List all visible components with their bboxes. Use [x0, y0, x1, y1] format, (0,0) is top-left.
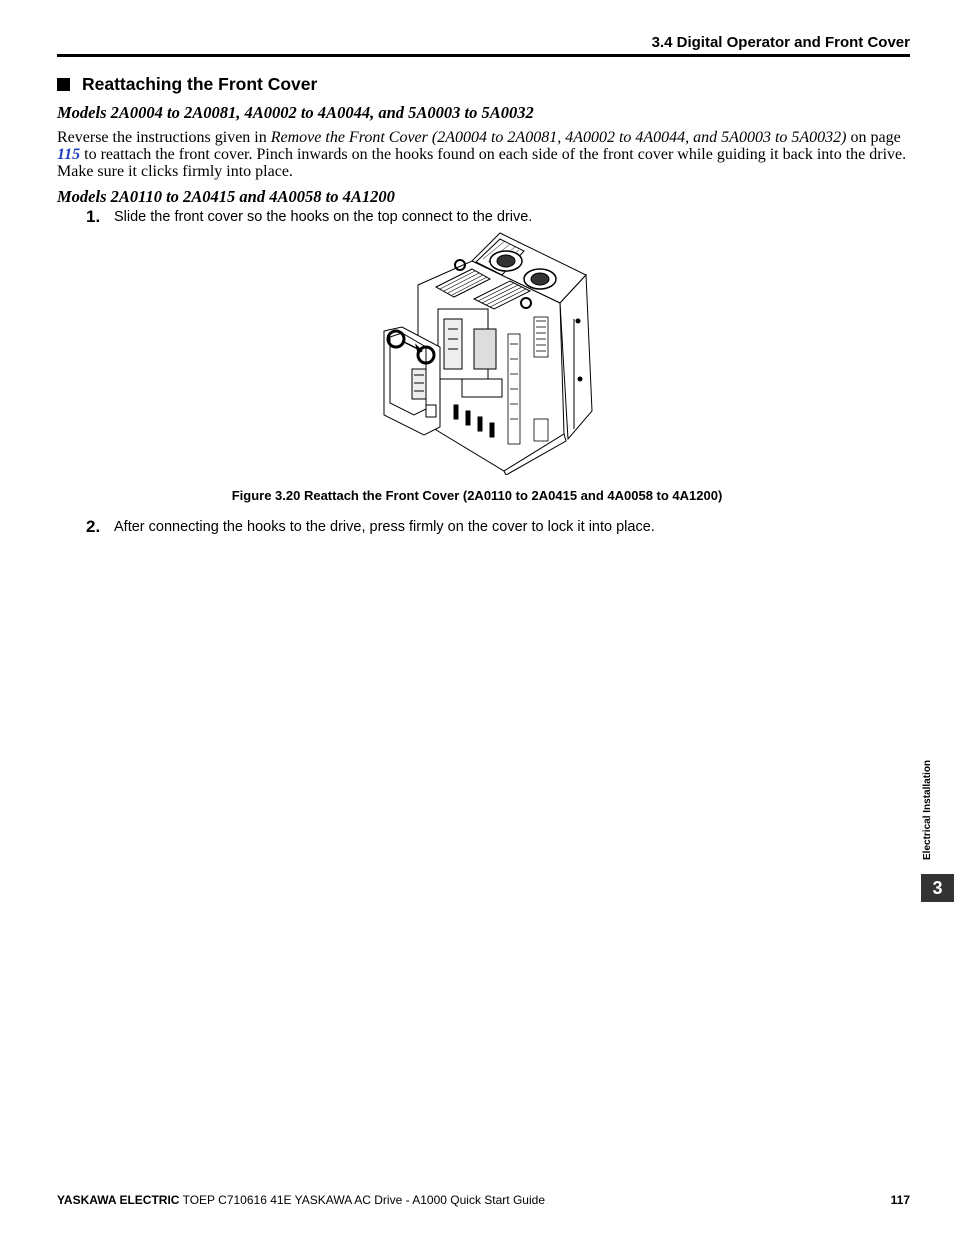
instruction-paragraph: [57, 129, 913, 180]
step-number-2: 2.: [86, 517, 101, 536]
step-text-2: After connecting the hooks to the drive, press firmly on the cover to lock it into place.: [114, 519, 655, 535]
subheading-models-1: Models 2A0004 to 2A0081, 4A0002 to 4A0044, and 5A0003 to 5A0032: [57, 103, 534, 122]
step-text-1: Slide the front cover so the hooks on the top connect to the drive.: [114, 209, 533, 225]
section-heading-text: Reattaching the Front Cover: [82, 74, 318, 94]
para-text-2: on page: [846, 129, 901, 146]
running-header-title: 3.4 Digital Operator and Front Cover: [651, 34, 910, 51]
figure-caption: Figure 3.20 Reattach the Front Cover (2A0110 to 2A0415 and 4A0058 to 4A1200): [231, 488, 723, 503]
footer-doc-title: TOEP C710616 41E YASKAWA AC Drive - A1000 Quick Start Guide: [179, 1193, 545, 1207]
chapter-tab: 3: [921, 874, 954, 902]
para-text-3: to reattach the front cover. Pinch inwards on the hooks found on each side of the front cover while guiding it back into the drive. Make sure it clicks firmly into place.: [57, 146, 907, 180]
chapter-side-label: Electrical Installation: [922, 759, 933, 860]
drive-cover-illustration: [378, 229, 602, 475]
reference-title: Remove the Front Cover (2A0004 to 2A0081, 4A0002 to 4A0044, and 5A0003 to 5A0032): [270, 129, 847, 146]
section-heading: [57, 74, 317, 95]
page-link[interactable]: 115: [57, 146, 81, 163]
footer-brand: YASKAWA ELECTRIC: [57, 1193, 180, 1207]
square-bullet-icon: [57, 78, 70, 91]
subheading-models-2: Models 2A0110 to 2A0415 and 4A0058 to 4A1200: [57, 187, 395, 206]
footer-doc-info: [57, 1193, 545, 1207]
header-rule: [57, 54, 910, 57]
step-number-1: 1.: [86, 207, 101, 226]
para-text-1: Reverse the instructions given in: [57, 129, 271, 146]
page-number: 117: [890, 1193, 910, 1207]
